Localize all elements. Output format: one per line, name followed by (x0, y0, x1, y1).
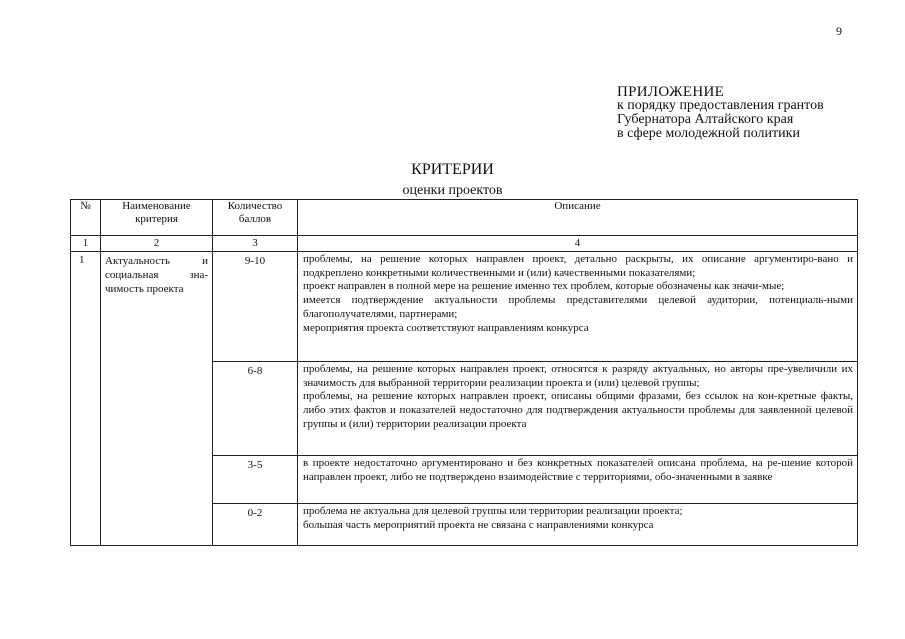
column-number: 3 (213, 236, 298, 252)
column-number: 4 (298, 236, 858, 252)
criterion-name-text: зна- (189, 269, 208, 281)
description-paragraph: проект направлен в полной мере на решение именно тех проблем, которые обозначены как значи-мые; (303, 280, 785, 293)
criterion-number: 1 (71, 252, 101, 546)
description-paragraph: в проекте недостаточно аргументировано и без конкретных показателей описана проблема, на ре-шение которой направлен проект, либо не подтверждено взаимодействие с территориями, обо-значенными в заявке (303, 457, 853, 483)
points-cell: 3-5 (213, 456, 298, 504)
criterion-name-text: социальная (105, 269, 159, 281)
description-cell (298, 456, 858, 504)
header-name: Наименование критерия (101, 200, 213, 236)
description-paragraph: большая часть мероприятий проекта не связана с направлениями конкурса (303, 518, 654, 531)
description-cell (298, 362, 858, 456)
appendix-title: ПРИЛОЖЕНИЕ (617, 84, 725, 100)
criterion-name (101, 252, 213, 546)
header-points: Количество баллов (213, 200, 298, 236)
header-description: Описание (298, 200, 858, 236)
description-paragraph: имеется подтверждение актуальности проблемы представителями целевой аудитории, потенциаль-ными благополучателями, партнерами; (303, 294, 853, 320)
column-number: 2 (101, 236, 213, 252)
column-number-row (71, 236, 858, 252)
table-header-row (71, 200, 858, 236)
appendix-block (617, 85, 824, 141)
table-row (71, 252, 858, 362)
criterion-name-text: Актуальность (105, 255, 171, 267)
column-number: 1 (71, 236, 101, 252)
document-subtitle: оценки проектов (402, 183, 503, 198)
document-title: КРИТЕРИИ (411, 161, 494, 178)
description-cell (298, 504, 858, 546)
appendix-line: в сфере молодежной политики (617, 126, 800, 141)
header-num: № (71, 200, 101, 236)
appendix-line: к порядку предоставления грантов (617, 98, 824, 113)
description-paragraph: проблемы, на решение которых направлен проект, описаны общими фразами, без ссылок на кон-кретные факты, либо этих фактов и показателей недостаточно для подтверждения актуальности проблемы для заявленной целевой группы и (или) территории реализации проекта (303, 390, 853, 430)
points-cell: 6-8 (213, 362, 298, 456)
appendix-line: Губернатора Алтайского края (617, 112, 794, 127)
page-number: 9 (836, 24, 842, 38)
description-paragraph: проблемы, на решение которых направлен проект, относятся к разряду актуальных, но авторы пре-увеличили их значимость для выбранной территории реализации проекта и (или) целевой группы; (303, 363, 853, 389)
criterion-name-text: чимость проекта (105, 283, 184, 295)
description-paragraph: проблема не актуальна для целевой группы или территории реализации проекта; (303, 505, 683, 517)
description-paragraph: проблемы, на решение которых направлен проект, детально раскрыты, их описание аргументиро-вано и подкреплено конкретными количественными и (или) качественными показателями; (303, 253, 853, 279)
criterion-name-text: и (202, 255, 208, 267)
criteria-table (70, 199, 858, 546)
points-cell: 9-10 (213, 252, 298, 362)
description-cell (298, 252, 858, 362)
points-cell: 0-2 (213, 504, 298, 546)
description-paragraph: мероприятия проекта соответствуют направлениям конкурса (303, 321, 589, 334)
